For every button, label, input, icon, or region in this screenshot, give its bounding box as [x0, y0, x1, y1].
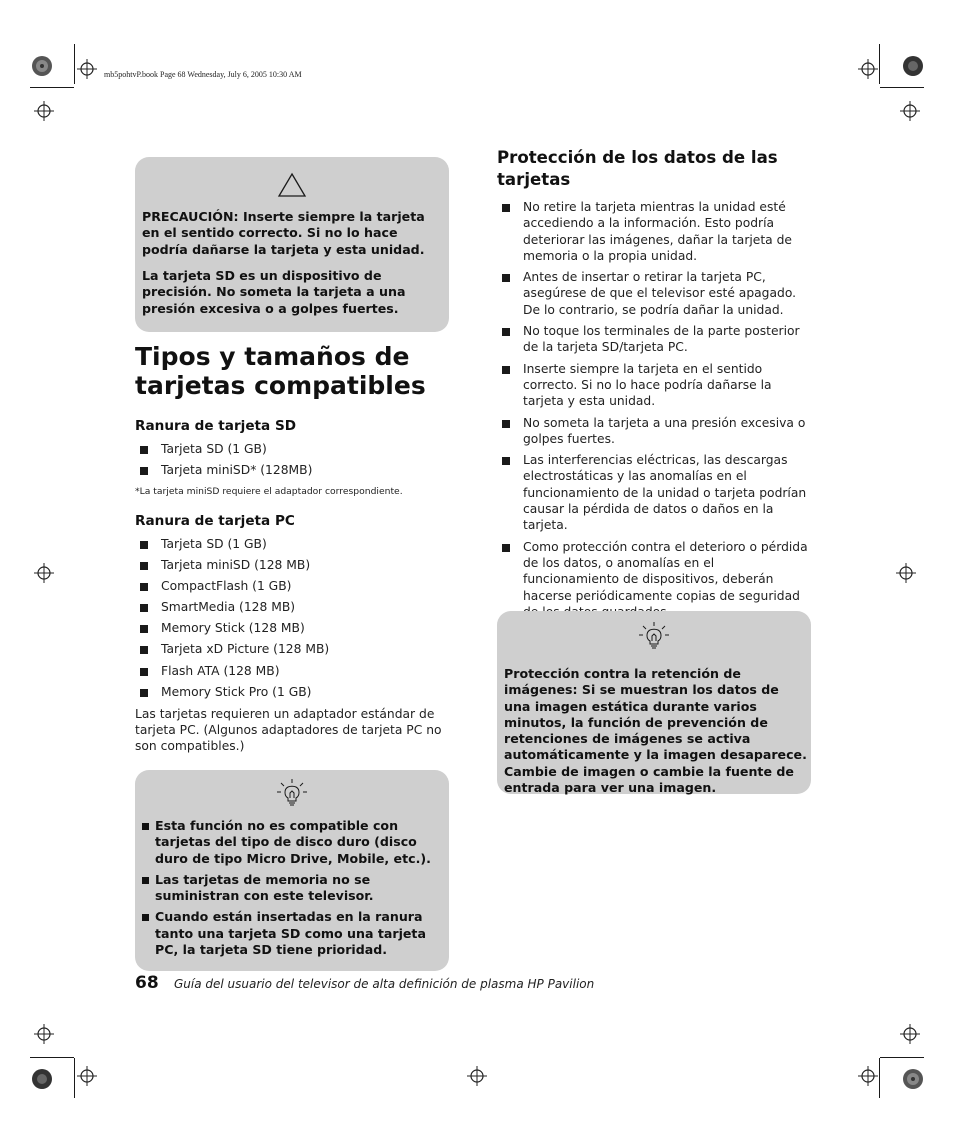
- list-item: CompactFlash (1 GB): [135, 576, 455, 597]
- list-item: SmartMedia (128 MB): [135, 597, 455, 618]
- registration-disc-icon: [31, 1068, 53, 1090]
- tip-box: [497, 611, 811, 794]
- registration-disc-icon: [31, 55, 53, 77]
- caution-text: La tarjeta SD es un dispositivo de precisión. No someta la tarjeta a una presión excesiva o a golpes fuertes.: [142, 268, 406, 316]
- list-item: Cuando están insertadas en la ranura tanto una tarjeta SD como una tarjeta PC, la tarjeta SD tiene prioridad.: [141, 909, 445, 958]
- list-item: Tarjeta miniSD (128 MB): [135, 555, 455, 576]
- list-item: Tarjeta SD (1 GB): [135, 534, 455, 555]
- list-item: Antes de insertar o retirar la tarjeta PC, asegúrese de que el televisor esté apagado. De lo contrario, se podría dañar la unidad.: [497, 269, 811, 318]
- tip-text: Protección contra la retención de imágenes: Si se muestran los datos de una imagen estática durante varios minutos, la función de prevención de retenciones de imágenes se activa automáticamente y la imagen desaparece. Cambie de imagen o cambie la fuente de entrada para ver una imagen.: [504, 666, 807, 796]
- crop-line: [879, 44, 880, 84]
- pc-slot-heading: Ranura de tarjeta PC: [135, 513, 295, 529]
- crosshair-icon: [858, 59, 878, 79]
- list-item: No toque los terminales de la parte posterior de la tarjeta SD/tarjeta PC.: [497, 323, 811, 356]
- caution-text: PRECAUCIÓN: Inserte siempre la tarjeta en el sentido correcto. Si no lo hace podría dañarse la tarjeta y esta unidad.: [142, 209, 425, 257]
- list-item: Como protección contra el deterioro o pérdida de los datos, o anomalías en el funcionamiento de dispositivos, deberán hacerse periódicamente copias de seguridad: [497, 539, 811, 620]
- pc-card-list: [135, 534, 455, 703]
- crop-line: [30, 87, 74, 88]
- crosshair-icon: [858, 1066, 878, 1086]
- crosshair-icon: [77, 1066, 97, 1086]
- list-item: Las interferencias eléctricas, las descargas electrostáticas y las anomalías en el funcionamiento de la unidad o tarjeta podrían causar la pérdida de datos o daños en la tarjeta.: [497, 452, 811, 533]
- crosshair-icon: [34, 563, 54, 583]
- sd-slot-heading: Ranura de tarjeta SD: [135, 418, 297, 434]
- list-item: Esta función no es compatible con tarjetas del tipo de disco duro (disco duro de tipo Micro Drive, Mobile, etc.).: [141, 818, 445, 867]
- crop-line: [74, 44, 75, 84]
- caution-box: [135, 157, 449, 332]
- list-item: Tarjeta miniSD* (128MB): [135, 460, 455, 481]
- crop-line: [879, 1058, 880, 1098]
- list-item: No someta la tarjeta a una presión excesiva o golpes fuertes.: [497, 415, 811, 448]
- list-item: Tarjeta xD Picture (128 MB): [135, 639, 455, 660]
- list-item: Memory Stick Pro (1 GB): [135, 682, 455, 703]
- list-item: Memory Stick (128 MB): [135, 618, 455, 639]
- list-item: No retire la tarjeta mientras la unidad esté accediendo a la información. Esto podría deteriorar las imágenes, dañar la tarjeta de memoria o la propia unidad.: [497, 199, 811, 264]
- footnote: *La tarjeta miniSD requiere el adaptador correspondiente.: [135, 486, 403, 497]
- section-heading: Protección de los datos de las tarjetas: [497, 148, 778, 189]
- list-item: Las tarjetas de memoria no se suministran con este televisor.: [141, 872, 445, 905]
- crop-line: [74, 1058, 75, 1098]
- protection-list: [497, 199, 811, 625]
- warning-triangle-icon: [277, 172, 307, 198]
- sd-card-list: [135, 439, 455, 481]
- tip-box: [135, 770, 449, 971]
- crop-line: [30, 1057, 74, 1058]
- registration-disc-icon: [902, 55, 924, 77]
- crosshair-icon: [896, 563, 916, 583]
- crop-line: [880, 1057, 924, 1058]
- crosshair-icon: [34, 1024, 54, 1044]
- page-number: 68: [135, 973, 159, 993]
- crosshair-icon: [467, 1066, 487, 1086]
- tip-list: [141, 818, 445, 963]
- page-title: Tipos y tamaños de tarjetas compatibles: [135, 342, 426, 400]
- list-item: Inserte siempre la tarjeta en el sentido correcto. Si no lo hace podría dañarse la tarjeta y esta unidad.: [497, 361, 811, 410]
- lightbulb-icon: [275, 778, 309, 808]
- footer-title: Guía del usuario del televisor de alta definición de plasma HP Pavilion: [174, 977, 595, 991]
- crop-line: [880, 87, 924, 88]
- lightbulb-icon: [637, 621, 671, 651]
- list-item: Flash ATA (128 MB): [135, 661, 455, 682]
- crosshair-icon: [900, 1024, 920, 1044]
- printer-slug-line: mb5pohtvP.book Page 68 Wednesday, July 6, 2005 10:30 AM: [104, 70, 302, 79]
- crosshair-icon: [34, 101, 54, 121]
- list-item: Tarjeta SD (1 GB): [135, 439, 455, 460]
- adapter-note: Las tarjetas requieren un adaptador estándar de tarjeta PC. (Algunos adaptadores de tarjeta PC no son compatibles.): [135, 707, 442, 754]
- crosshair-icon: [900, 101, 920, 121]
- crosshair-icon: [77, 59, 97, 79]
- registration-disc-icon: [902, 1068, 924, 1090]
